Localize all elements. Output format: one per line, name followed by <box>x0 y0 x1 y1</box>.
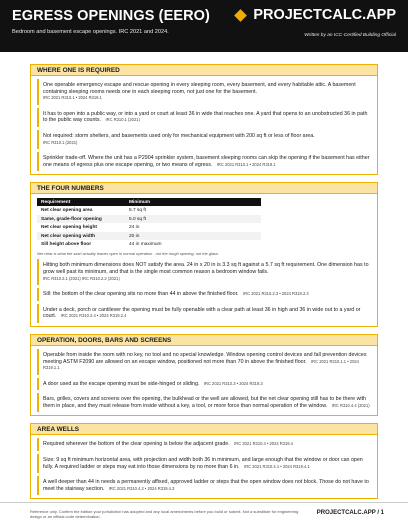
page-number: PROJECTCALC.APP / 1 <box>316 510 384 516</box>
page-title: EGRESS OPENINGS (EERO) <box>12 8 210 24</box>
page-subtitle: Bedroom and basement escape openings. IRC 2021 and 2024. <box>12 29 169 35</box>
rule-text: Size: 9 sq ft minimum horizontal area, with projection and width both 36 in minimum, and large enough that the window or door can open fully. A required ladder or steps may eat into those dimensions by no more than 6 in. <box>43 457 363 470</box>
diamond-icon <box>235 9 248 22</box>
page-content <box>0 52 408 499</box>
table-row <box>37 223 261 232</box>
table-row <box>37 232 261 241</box>
rule-paragraph <box>37 288 371 301</box>
section-where-required <box>30 64 378 175</box>
rule-text: Sprinkler trade-off. Where the unit has a P2904 sprinkler system, basement sleeping rooms can skip the opening if the basement has either one means of egress plus one escape opening, or two means of egress. <box>43 155 370 168</box>
minimum-cell: 5.7 sq ft <box>125 206 261 215</box>
rule-text: Hitting both minimum dimensions does NOT satisfy the area. 24 in x 20 in is 3.3 sq ft against a 5.7 sq ft requirement. One dimension has to grow well past its minimum, and that is the single most common reason a bedroom window fails. <box>43 262 369 275</box>
table-header-row <box>37 198 261 206</box>
page-footer <box>0 502 408 528</box>
minimum-cell: 20 in <box>125 232 261 241</box>
code-citation: IRC 2021 R310.1 • 2024 R319.1 <box>43 95 102 101</box>
rule-text: A door used as the escape opening must be side-hinged or sliding. <box>43 380 200 387</box>
code-citation: IRC R310.2.1 (2021) IRC R310.2.2 (2021) <box>43 275 120 281</box>
rule-text: Not required: storm shelters, and basements used only for mechanical equipment with 200 sq ft or less of floor area. <box>43 132 315 139</box>
section-four-numbers <box>30 182 378 327</box>
minimums-table <box>37 198 261 249</box>
rule-paragraph <box>37 108 371 127</box>
minimum-cell: 5.0 sq ft <box>125 215 261 224</box>
table-note: Net clear is what the sash actually leaves open in normal operation - not the rough opening, not the glass. <box>37 251 219 257</box>
rule-paragraph <box>37 152 371 171</box>
rule-paragraph <box>37 130 371 149</box>
table-row <box>37 240 261 249</box>
code-citation: IRC 2021 R310.3 • 2024 R319.3 <box>203 380 263 386</box>
section-operation <box>30 334 378 417</box>
minimum-cell: 24 in <box>125 223 261 232</box>
rule-text: A well deeper than 44 in needs a permanently affixed, approved ladder or steps that the open window does not block. Those do not have to meet the stairway section. <box>43 479 369 492</box>
code-citation: IRC R310.1 (2021) <box>43 139 78 145</box>
requirement-cell: Net clear opening width <box>37 232 125 241</box>
rule-paragraph <box>37 79 371 105</box>
requirement-cell: Net clear opening area <box>37 206 125 215</box>
code-citation: IRC 2021 R310.2.3 • 2024 R319.2.3 <box>243 291 309 297</box>
section-heading: OPERATION, DOORS, BARS AND SCREENS <box>31 335 377 346</box>
rule-text: Bars, grilles, covers and screens over the opening, the bulkhead or the well are allowed, but the net clear opening still has to be there with them in place, and they must release from inside without a key, a tool, or more force than normal operation of the window. <box>43 396 367 409</box>
code-citation: IRC 2021 R310.4.2 • 2024 R319.4.3 <box>108 485 175 491</box>
code-citation: IRC 2021 R310.1.1 • 2024 R319.1.1 <box>43 358 359 371</box>
disclaimer-note: Reference only. Confirm the edition your jurisdiction has adopted and any local amendments before you build or submit. Not a substitute for engineering design or an official code determination. <box>30 509 299 519</box>
rule-text: One operable emergency escape and rescue opening in every sleeping room, every basement, and every habitable attic. A basement containing sleeping rooms needs one in each sleeping room, not just one for the basement. <box>43 82 356 95</box>
column-header: Requirement <box>37 198 125 206</box>
table-row <box>37 215 261 224</box>
rule-paragraph <box>37 454 371 473</box>
brand-logo <box>236 7 396 23</box>
rule-text: Under a deck, porch or cantilever the opening must be fully openable with a clear path at least 36 in high and 36 in wide out to a yard or court. <box>43 306 361 320</box>
requirement-cell: Net clear opening height <box>37 223 125 232</box>
section-heading: AREA WELLS <box>31 424 377 435</box>
code-citation: IRC 2021 R310.4 • 2024 R319.4 <box>234 441 293 447</box>
requirement-cell: Sill height above floor <box>37 240 125 249</box>
rule-paragraph <box>37 393 371 412</box>
code-citation: IRC 2021 R310.4.1 • 2024 R319.4.1 <box>244 463 310 469</box>
brand-tagline: Written by an ICC-Certified Building Official <box>304 33 396 38</box>
rule-text: It has to open into a public way, or into a yard or court at least 36 in wide that reaches one. A yard that opens to an unobstructed 36 in path to the public way counts. <box>43 110 368 124</box>
rule-paragraph <box>37 438 371 451</box>
rule-paragraph <box>37 378 371 391</box>
section-heading: THE FOUR NUMBERS <box>31 183 377 194</box>
rule-text: Operable from inside the room with no key, no tool and no special knowledge. Window opening control devices and fall prevention devices meeting ASTM F2090 are allowed on an escape window, positioned not more than 70 in above the finished floor. <box>43 351 367 365</box>
requirement-cell: Same, grade-floor opening <box>37 215 125 224</box>
code-citation: IRC R310.4.4 (2021) <box>331 402 370 408</box>
rule-paragraph <box>37 476 371 495</box>
code-citation: IRC R310.1 (2021) <box>105 117 140 123</box>
rule-paragraph <box>37 304 371 323</box>
rule-text: Sill: the bottom of the clear opening sits no more than 44 in above the finished floor. <box>43 291 239 298</box>
rule-text: Required wherever the bottom of the clear opening is below the adjacent grade. <box>43 441 230 448</box>
section-heading: WHERE ONE IS REQUIRED <box>31 65 377 76</box>
section-area-wells <box>30 423 378 499</box>
brand-name: PROJECTCALC.APP <box>253 7 396 23</box>
code-citation: IRC 2021 R310.2.4 • 2024 R319.2.4 <box>60 313 127 319</box>
code-citation: IRC 2021 R310.1 • 2024 R319.1 <box>216 161 276 167</box>
table-row <box>37 206 261 215</box>
column-header: Minimum <box>125 198 261 206</box>
rule-paragraph <box>37 349 371 375</box>
page-header <box>0 0 408 52</box>
rule-paragraph <box>37 259 371 285</box>
minimum-cell: 44 in maximum <box>125 240 261 249</box>
